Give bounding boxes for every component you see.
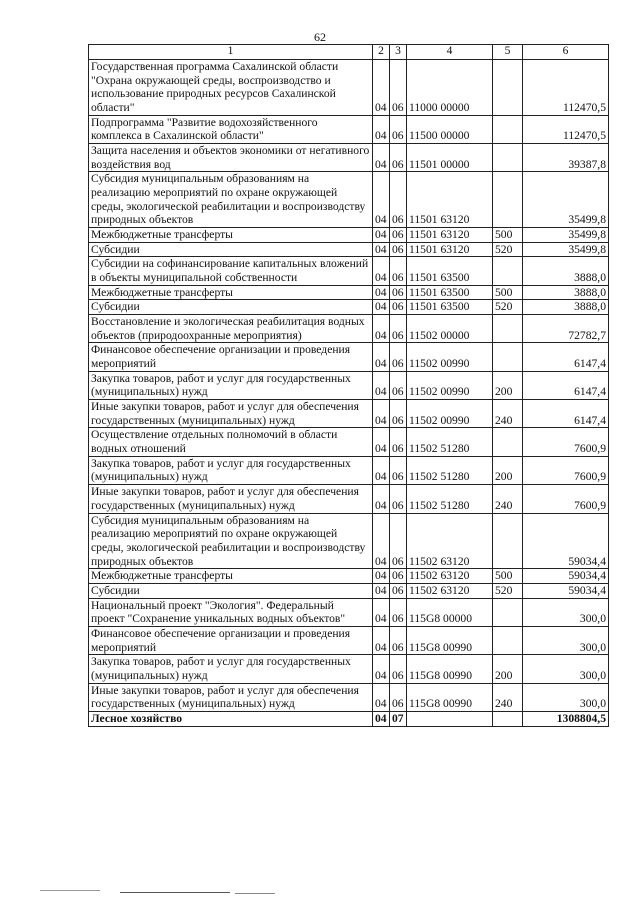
amount-cell: 59034,4 (523, 513, 609, 569)
target-article-cell (407, 711, 493, 726)
row-name-cell: Межбюджетные трансферты (89, 569, 373, 584)
subsection-code-cell: 07 (390, 711, 407, 726)
table-row (89, 626, 609, 654)
subsection-code-cell: 06 (390, 242, 407, 257)
expense-type-cell (493, 257, 523, 285)
subsection-code-cell: 06 (390, 343, 407, 371)
expense-type-cell (493, 115, 523, 143)
subsection-code-cell: 06 (390, 172, 407, 228)
amount-cell: 6147,4 (523, 400, 609, 428)
row-name-cell: Финансовое обеспечение организации и проведения мероприятий (89, 343, 373, 371)
subsection-code-cell: 06 (390, 371, 407, 399)
row-name-cell: Закупка товаров, работ и услуг для государственных (муниципальных) нужд (89, 371, 373, 399)
expense-type-cell (493, 626, 523, 654)
table-row (89, 569, 609, 584)
amount-cell: 35499,8 (523, 242, 609, 257)
table-row (89, 300, 609, 315)
target-article-cell: 11500 00000 (407, 115, 493, 143)
amount-cell: 300,0 (523, 598, 609, 626)
amount-cell: 300,0 (523, 683, 609, 711)
expense-type-cell (493, 343, 523, 371)
subsection-code-cell: 06 (390, 60, 407, 116)
table-row (89, 242, 609, 257)
table-row (89, 711, 609, 726)
target-article-cell: 11502 63120 (407, 583, 493, 598)
table-row (89, 428, 609, 456)
table-row (89, 598, 609, 626)
table-row (89, 456, 609, 484)
amount-cell: 112470,5 (523, 115, 609, 143)
amount-cell: 3888,0 (523, 300, 609, 315)
row-name-cell: Подпрограмма "Развитие водохозяйственного комплекса в Сахалинской области" (89, 115, 373, 143)
target-article-cell: 11502 63120 (407, 569, 493, 584)
subsection-code-cell: 06 (390, 569, 407, 584)
expense-type-cell: 500 (493, 285, 523, 300)
target-article-cell: 11502 63120 (407, 513, 493, 569)
row-name-cell: Субсидия муниципальным образованиям на реализацию мероприятий по охране окружающей среды, экологической реабилитации и воспроизводству природных объектов (89, 513, 373, 569)
column-header: 3 (390, 45, 407, 60)
section-code-cell: 04 (373, 115, 390, 143)
table-row (89, 513, 609, 569)
expense-type-cell (493, 315, 523, 343)
scan-artifact (120, 892, 230, 893)
row-name-cell: Иные закупки товаров, работ и услуг для обеспечения государственных (муниципальных) нужд (89, 485, 373, 513)
expense-type-cell (493, 428, 523, 456)
amount-cell: 7600,9 (523, 428, 609, 456)
section-code-cell: 04 (373, 513, 390, 569)
expense-type-cell: 200 (493, 371, 523, 399)
amount-cell: 59034,4 (523, 583, 609, 598)
expense-type-cell (493, 513, 523, 569)
row-name-cell: Защита населения и объектов экономики от негативного воздействия вод (89, 144, 373, 172)
expense-type-cell: 200 (493, 456, 523, 484)
target-article-cell: 11501 63120 (407, 228, 493, 243)
target-article-cell: 11502 00990 (407, 400, 493, 428)
subsection-code-cell: 06 (390, 144, 407, 172)
table-row (89, 485, 609, 513)
row-name-cell: Лесное хозяйство (89, 711, 373, 726)
expense-type-cell: 240 (493, 485, 523, 513)
row-name-cell: Субсидия муниципальным образованиям на реализацию мероприятий по охране окружающей среды, экологической реабилитации и воспроизводству природных объектов (89, 172, 373, 228)
subsection-code-cell: 06 (390, 456, 407, 484)
table-row (89, 583, 609, 598)
section-code-cell: 04 (373, 60, 390, 116)
target-article-cell: 115G8 00990 (407, 655, 493, 683)
row-name-cell: Закупка товаров, работ и услуг для государственных (муниципальных) нужд (89, 456, 373, 484)
amount-cell: 72782,7 (523, 315, 609, 343)
table-body (89, 60, 609, 727)
section-code-cell: 04 (373, 655, 390, 683)
subsection-code-cell: 06 (390, 300, 407, 315)
subsection-code-cell: 06 (390, 485, 407, 513)
expense-type-cell: 520 (493, 242, 523, 257)
amount-cell: 300,0 (523, 626, 609, 654)
expense-type-cell: 200 (493, 655, 523, 683)
expense-type-cell (493, 711, 523, 726)
scan-artifact (235, 893, 275, 894)
expense-type-cell: 240 (493, 683, 523, 711)
subsection-code-cell: 06 (390, 428, 407, 456)
section-code-cell: 04 (373, 428, 390, 456)
amount-cell: 7600,9 (523, 485, 609, 513)
expense-type-cell (493, 172, 523, 228)
expense-type-cell: 520 (493, 583, 523, 598)
subsection-code-cell: 06 (390, 655, 407, 683)
row-name-cell: Закупка товаров, работ и услуг для государственных (муниципальных) нужд (89, 655, 373, 683)
budget-table (88, 44, 609, 727)
target-article-cell: 11502 00990 (407, 371, 493, 399)
section-code-cell: 04 (373, 711, 390, 726)
row-name-cell: Субсидии (89, 583, 373, 598)
target-article-cell: 11501 63120 (407, 172, 493, 228)
target-article-cell: 115G8 00990 (407, 626, 493, 654)
section-code-cell: 04 (373, 144, 390, 172)
subsection-code-cell: 06 (390, 285, 407, 300)
row-name-cell: Осуществление отдельных полномочий в области водных отношений (89, 428, 373, 456)
table-header-row (89, 45, 609, 60)
column-header: 1 (89, 45, 373, 60)
page-number: 62 (314, 30, 326, 44)
row-name-cell: Национальный проект "Экология". Федеральный проект "Сохранение уникальных водных объектов" (89, 598, 373, 626)
table-row (89, 228, 609, 243)
table-row (89, 371, 609, 399)
expense-type-cell (493, 144, 523, 172)
row-name-cell: Иные закупки товаров, работ и услуг для обеспечения государственных (муниципальных) нужд (89, 683, 373, 711)
table-row (89, 315, 609, 343)
subsection-code-cell: 06 (390, 257, 407, 285)
section-code-cell: 04 (373, 300, 390, 315)
column-header: 2 (373, 45, 390, 60)
table-row (89, 285, 609, 300)
expense-type-cell: 500 (493, 228, 523, 243)
table-row (89, 60, 609, 116)
row-name-cell: Межбюджетные трансферты (89, 285, 373, 300)
row-name-cell: Восстановление и экологическая реабилитация водных объектов (природоохранные мероприятия) (89, 315, 373, 343)
column-header: 4 (407, 45, 493, 60)
subsection-code-cell: 06 (390, 115, 407, 143)
target-article-cell: 115G8 00990 (407, 683, 493, 711)
amount-cell: 59034,4 (523, 569, 609, 584)
subsection-code-cell: 06 (390, 315, 407, 343)
table-row (89, 343, 609, 371)
expense-type-cell: 240 (493, 400, 523, 428)
target-article-cell: 11501 63500 (407, 257, 493, 285)
section-code-cell: 04 (373, 257, 390, 285)
section-code-cell: 04 (373, 683, 390, 711)
target-article-cell: 11501 63500 (407, 300, 493, 315)
table-row (89, 144, 609, 172)
amount-cell: 3888,0 (523, 285, 609, 300)
subsection-code-cell: 06 (390, 598, 407, 626)
target-article-cell: 11501 00000 (407, 144, 493, 172)
target-article-cell: 11502 51280 (407, 485, 493, 513)
section-code-cell: 04 (373, 598, 390, 626)
amount-cell: 6147,4 (523, 371, 609, 399)
amount-cell: 6147,4 (523, 343, 609, 371)
table-row (89, 400, 609, 428)
section-code-cell: 04 (373, 371, 390, 399)
row-name-cell: Государственная программа Сахалинской области "Охрана окружающей среды, воспроизводство и использование природных ресурсов Сахалинской области" (89, 60, 373, 116)
table-row (89, 683, 609, 711)
subsection-code-cell: 06 (390, 228, 407, 243)
subsection-code-cell: 06 (390, 400, 407, 428)
row-name-cell: Иные закупки товаров, работ и услуг для обеспечения государственных (муниципальных) нужд (89, 400, 373, 428)
expense-type-cell (493, 60, 523, 116)
target-article-cell: 11501 63500 (407, 285, 493, 300)
target-article-cell: 115G8 00000 (407, 598, 493, 626)
amount-cell: 7600,9 (523, 456, 609, 484)
section-code-cell: 04 (373, 285, 390, 300)
section-code-cell: 04 (373, 583, 390, 598)
expense-type-cell: 520 (493, 300, 523, 315)
row-name-cell: Субсидии (89, 242, 373, 257)
section-code-cell: 04 (373, 400, 390, 428)
row-name-cell: Субсидии (89, 300, 373, 315)
section-code-cell: 04 (373, 242, 390, 257)
section-code-cell: 04 (373, 456, 390, 484)
section-code-cell: 04 (373, 626, 390, 654)
target-article-cell: 11502 51280 (407, 456, 493, 484)
target-article-cell: 11501 63120 (407, 242, 493, 257)
amount-cell: 35499,8 (523, 228, 609, 243)
subsection-code-cell: 06 (390, 583, 407, 598)
row-name-cell: Финансовое обеспечение организации и проведения мероприятий (89, 626, 373, 654)
table-row (89, 172, 609, 228)
section-code-cell: 04 (373, 315, 390, 343)
section-code-cell: 04 (373, 485, 390, 513)
amount-cell: 112470,5 (523, 60, 609, 116)
section-code-cell: 04 (373, 228, 390, 243)
target-article-cell: 11502 00990 (407, 343, 493, 371)
expense-type-cell (493, 598, 523, 626)
table-row (89, 257, 609, 285)
target-article-cell: 11502 51280 (407, 428, 493, 456)
amount-cell: 39387,8 (523, 144, 609, 172)
amount-cell: 300,0 (523, 655, 609, 683)
table-row (89, 655, 609, 683)
subsection-code-cell: 06 (390, 513, 407, 569)
expense-type-cell: 500 (493, 569, 523, 584)
target-article-cell: 11502 00000 (407, 315, 493, 343)
column-header: 5 (493, 45, 523, 60)
amount-cell: 35499,8 (523, 172, 609, 228)
section-code-cell: 04 (373, 172, 390, 228)
subsection-code-cell: 06 (390, 626, 407, 654)
section-code-cell: 04 (373, 569, 390, 584)
scan-artifact (40, 890, 100, 891)
amount-cell: 1308804,5 (523, 711, 609, 726)
row-name-cell: Межбюджетные трансферты (89, 228, 373, 243)
section-code-cell: 04 (373, 343, 390, 371)
row-name-cell: Субсидии на софинансирование капитальных вложений в объекты муниципальной собственности (89, 257, 373, 285)
target-article-cell: 11000 00000 (407, 60, 493, 116)
subsection-code-cell: 06 (390, 683, 407, 711)
table-row (89, 115, 609, 143)
column-header: 6 (523, 45, 609, 60)
amount-cell: 3888,0 (523, 257, 609, 285)
